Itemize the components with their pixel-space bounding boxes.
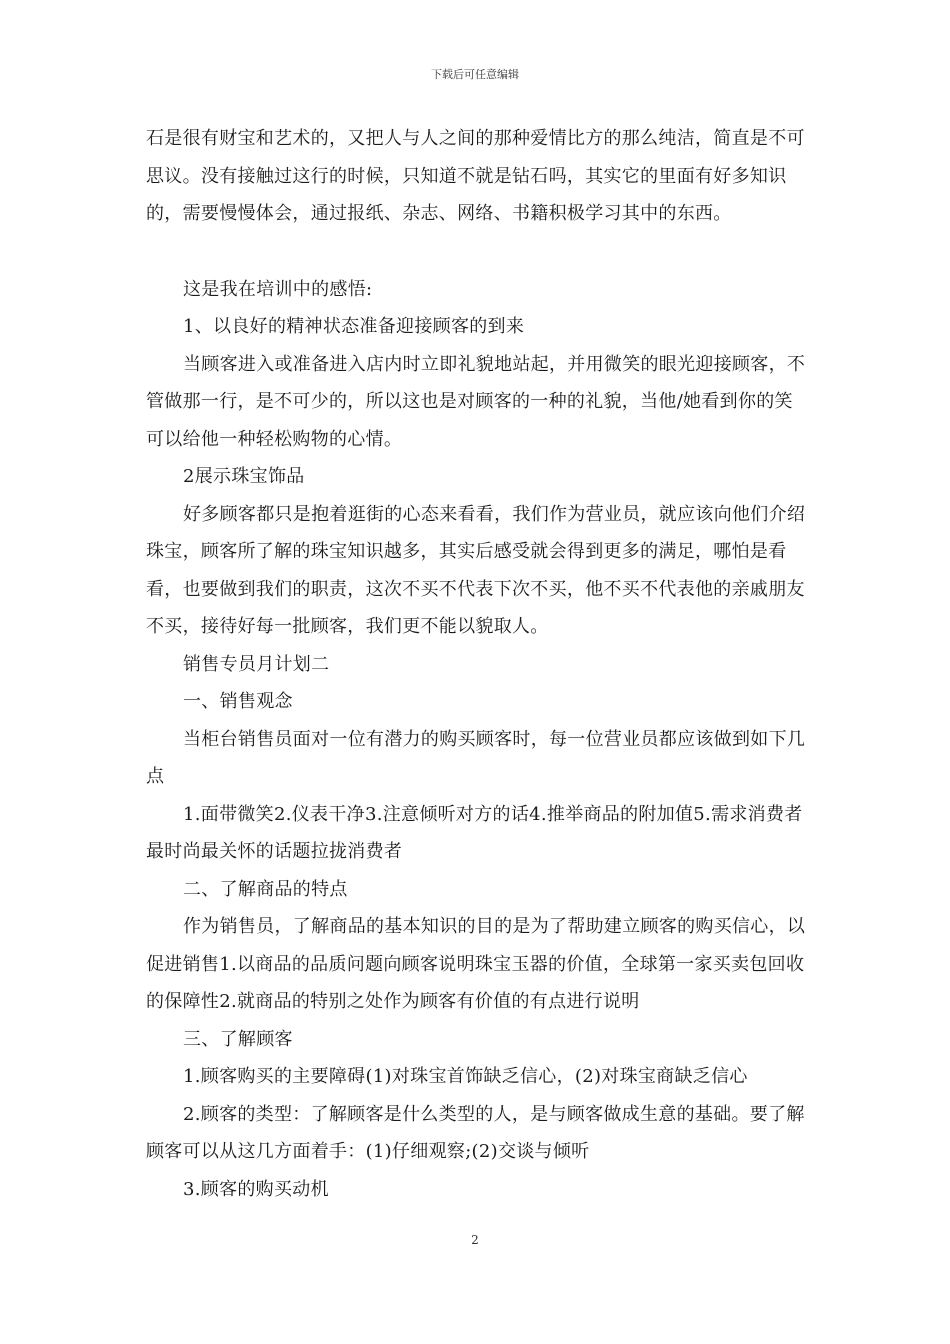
section-heading: 2展示珠宝饰品	[183, 466, 305, 487]
paragraph: 当柜台销售员面对一位有潜力的购买顾客时，每一位营业员都应该做到如下几点	[146, 728, 806, 787]
paragraph: 这是我在培训中的感悟:	[183, 278, 373, 300]
paragraph: 3.顾客的购买动机	[183, 1178, 329, 1200]
section-heading: 二、了解商品的特点	[183, 878, 348, 900]
section-heading: 一、销售观念	[183, 691, 293, 712]
paragraph: 2.顾客的类型：了解顾客是什么类型的人，是与顾客做成生意的基础。要了解顾客可以从这几方面着手：(1)仔细观察;(2)交谈与倾听	[146, 1103, 805, 1162]
paragraph: 石是很有财宝和艺术的，又把人与人之间的那种爱情比方的那么纯洁，简直是不可思议。没有接触过这行的时候，只知道不就是钻石吗，其实它的里面有好多知识的，需要慢慢体会，通过报纸、杂志、网络、书籍积极学习其中的东西。	[146, 128, 805, 224]
section-heading: 1、以良好的精神状态准备迎接顾客的到来	[183, 316, 525, 337]
paragraph: 当顾客进入或准备进入店内时立即礼貌地站起，并用微笑的眼光迎接顾客，不管做那一行，是不可少的，所以这也是对顾客的一种的礼貌，当他/她看到你的笑可以给他一种轻松购物的心情。	[146, 353, 806, 450]
paragraph: 1.顾客购买的主要障碍(1)对珠宝首饰缺乏信心，(2)对珠宝商缺乏信心	[183, 1066, 748, 1087]
page-number: 2	[471, 1233, 479, 1247]
paragraph: 好多顾客都只是抱着逛街的心态来看看，我们作为营业员，就应该向他们介绍珠宝，顾客所了解的珠宝知识越多，其实后感受就会得到更多的满足，哪怕是看看，也要做到我们的职责，这次不买不代表下次不买，他不买不代表他的亲戚朋友不买，接待好每一批顾客，我们更不能以貌取人。	[146, 503, 806, 637]
page-header: 下载后可任意编辑	[431, 68, 519, 81]
paragraph-gap	[146, 233, 810, 271]
paragraph: 作为销售员，了解商品的基本知识的目的是为了帮助建立顾客的购买信心，以促进销售1.以商品的品质问题向顾客说明珠宝玉器的价值，全球第一家买卖包回收的保障性2.就商品的特别之处作为顾客有价值的有点进行说明	[146, 916, 806, 1012]
document-body	[146, 120, 810, 1208]
section-heading: 三、了解顾客	[183, 1028, 293, 1050]
section-title: 销售专员月计划二	[183, 653, 330, 675]
paragraph: 1.面带微笑2.仪表干净3.注意倾听对方的话4.推举商品的附加值5.需求消费者最时尚最关怀的话题拉拢消费者	[146, 803, 803, 862]
